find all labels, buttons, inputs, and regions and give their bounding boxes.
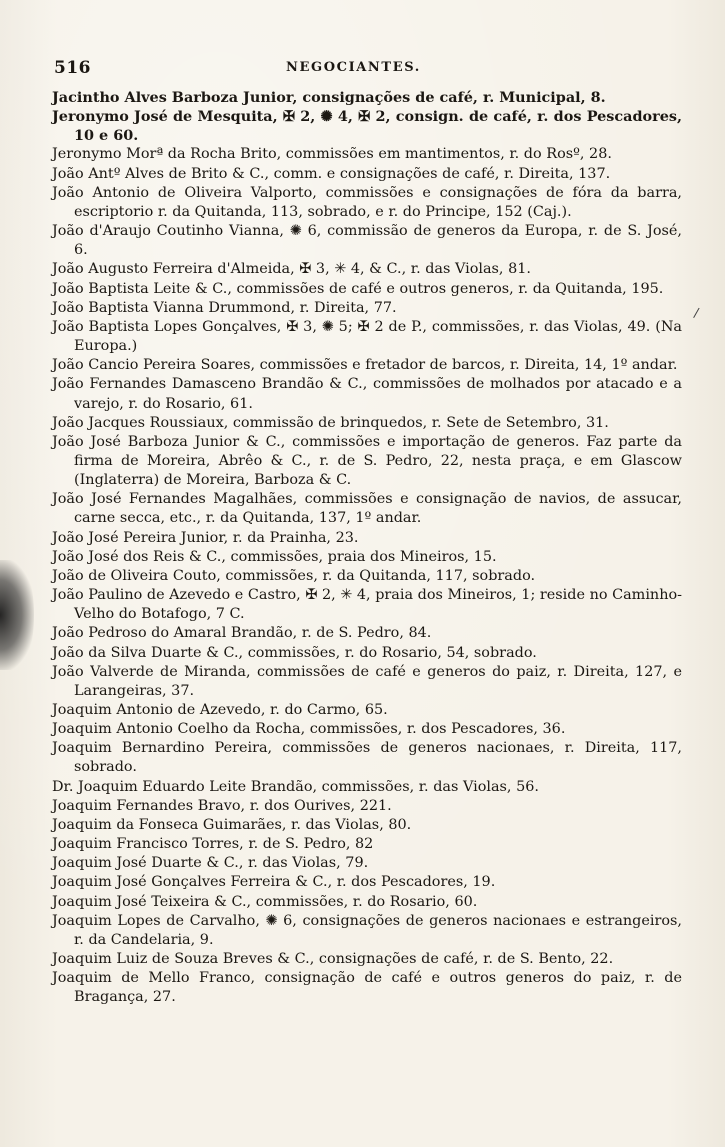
- directory-entry: Joaquim Fernandes Bravo, r. dos Ourives, 221.: [52, 797, 392, 814]
- directory-entry: Joaquim Bernardino Pereira, commissões de generos nacionaes, r. Direita, 117, sobrado.: [52, 740, 682, 776]
- page-header: [54, 58, 674, 84]
- directory-entry: João Fernandes Damasceno Brandão & C., commissões de molhados por atacado e a varejo, r. do Rosario, 61.: [52, 376, 682, 412]
- directory-entry: Joaquim de Mello Franco, consignação de café e outros generos do paiz, r. de Bragança, 27.: [52, 970, 682, 1006]
- directory-entry: João José Pereira Junior, r. da Prainha, 23.: [52, 529, 359, 546]
- directory-entry: Joaquim José Teixeira & C., commissões, r. do Rosario, 60.: [52, 893, 478, 910]
- directory-entry: Joaquim José Duarte & C., r. das Violas, 79.: [52, 855, 369, 872]
- directory-entry: João d'Araujo Coutinho Vianna, ✺ 6, commissão de generos da Europa, r. de S. José, 6.: [52, 223, 682, 259]
- directory-entry: João José Fernandes Magalhães, commissões e consignação de navios, de assucar, carne secca, etc., r. da Quitanda, 137, 1º andar.: [52, 491, 682, 527]
- directory-entry: Joaquim José Gonçalves Ferreira & C., r. dos Pescadores, 19.: [52, 874, 496, 891]
- directory-entry: João Paulino de Azevedo e Castro, ✠ 2, ✳ 4, praia dos Mineiros, 1; reside no Caminho-Velho do Botafogo, 7 C.: [52, 587, 682, 623]
- directory-entry: Joaquim Francisco Torres, r. de S. Pedro, 82: [52, 836, 374, 853]
- directory-entry: Jeronymo José de Mesquita, ✠ 2, ✺ 4, ✠ 2, consign. de café, r. dos Pescadores, 10 e 60.: [52, 108, 682, 145]
- stray-ink-mark: /: [692, 305, 700, 322]
- directory-entry: Joaquim Antonio de Azevedo, r. do Carmo, 65.: [52, 702, 388, 718]
- directory-entry: Joaquim da Fonseca Guimarães, r. das Violas, 80.: [52, 816, 412, 833]
- directory-entry: Jacintho Alves Barboza Junior, consignações de café, r. Municipal, 8.: [52, 89, 606, 106]
- directory-entry: João de Oliveira Couto, commissões, r. da Quitanda, 117, sobrado.: [52, 567, 536, 584]
- directory-entry: Joaquim Lopes de Carvalho, ✺ 6, consignações de generos nacionaes e estrangeiros, r. da Candelaria, 9.: [52, 912, 682, 948]
- running-title: NEGOCIANTES.: [286, 60, 421, 75]
- directory-entry: João Antº Alves de Brito & C., comm. e consignações de café, r. Direita, 137.: [52, 165, 611, 182]
- page-number: 516: [54, 58, 91, 78]
- directory-entry: Joaquim Antonio Coelho da Rocha, commissões, r. dos Pescadores, 36.: [52, 721, 566, 738]
- directory-entry: João Baptista Vianna Drummond, r. Direita, 77.: [52, 299, 397, 316]
- binding-shadow: [0, 560, 34, 670]
- directory-entry: Joaquim Luiz de Souza Breves & C., consignações de café, r. de S. Bento, 22.: [52, 951, 614, 968]
- directory-entry: João Augusto Ferreira d'Almeida, ✠ 3, ✳ 4, & C., r. das Violas, 81.: [52, 261, 531, 278]
- directory-entry: Jeronymo Morª da Rocha Brito, commissões em mantimentos, r. do Rosº, 28.: [52, 146, 612, 163]
- directory-entry: João Antonio de Oliveira Valporto, commissões e consignações de fóra da barra, escriptorio r. da Quitanda, 113, sobrado, e r. do Principe, 152 (Caj.).: [52, 184, 682, 220]
- directory-entry: João Baptista Leite & C., commissões de café e outros generos, r. da Quitanda, 195.: [52, 280, 664, 297]
- directory-entry: João Baptista Lopes Gonçalves, ✠ 3, ✺ 5; ✠ 2 de P., commissões, r. das Violas, 49. (Na Europa.): [52, 318, 682, 355]
- directory-entry: João Cancio Pereira Soares, commissões e fretador de barcos, r. Direita, 14, 1º andar.: [52, 357, 678, 374]
- directory-entry: João José dos Reis & C., commissões, praia dos Mineiros, 15.: [52, 548, 497, 565]
- directory-entry: João Jacques Roussiaux, commissão de brinquedos, r. Sete de Setembro, 31.: [52, 414, 609, 431]
- directory-entry: João Valverde de Miranda, commissões de café e generos do paiz, r. Direita, 127, e Larangeiras, 37.: [52, 663, 682, 699]
- directory-entry: Dr. Joaquim Eduardo Leite Brandão, commissões, r. das Violas, 56.: [52, 778, 539, 795]
- directory-entry: João José Barboza Junior & C., commissões e importação de generos. Faz parte da firma de Moreira, Abrêo & C., r. de S. Pedro, 22, nesta praça, e em Glascow (Inglaterra) de Moreira, Barboza & C.: [52, 433, 682, 489]
- directory-entry: João Pedroso do Amaral Brandão, r. de S. Pedro, 84.: [52, 625, 432, 642]
- directory-entries: [52, 88, 682, 1008]
- directory-entry: João da Silva Duarte & C., commissões, r. do Rosario, 54, sobrado.: [52, 644, 537, 661]
